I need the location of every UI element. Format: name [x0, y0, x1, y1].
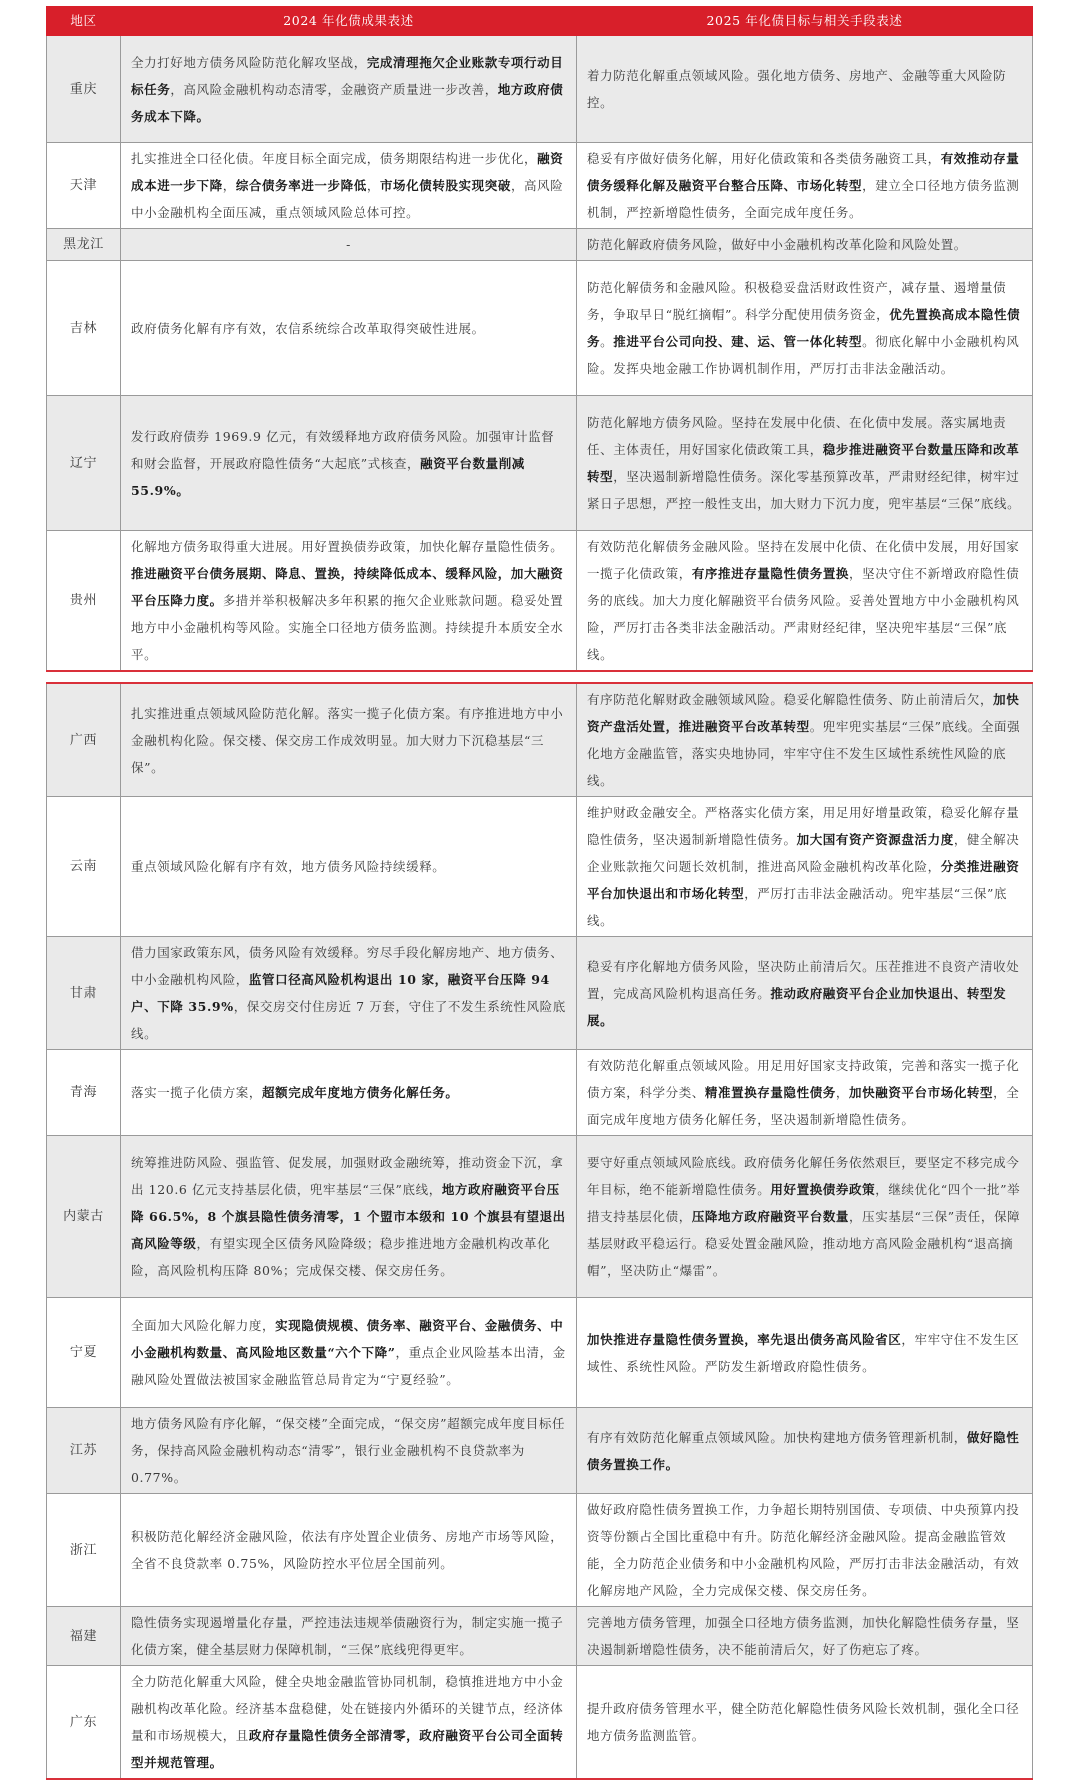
table-row	[47, 531, 1033, 672]
policy-table-part2	[46, 682, 1033, 1780]
text-segment: 借力国家政策东风，债务风险有效缓释。穷尽手段化解房地产、地方债务、中小金融机构风险，	[131, 945, 564, 987]
text-segment: ，	[835, 1085, 850, 1100]
text-segment: 要守好重点领域风险底线。政府债务化解任务依然艰巨，要坚定不移完成今年目标，绝不能新增隐性债务。	[587, 1155, 1020, 1197]
target-2025-cell	[577, 1136, 1033, 1298]
region-cell: 内蒙古	[47, 1136, 121, 1298]
achievement-2024-cell	[121, 1050, 577, 1136]
text-segment: 发行政府债券 1969.9 亿元，有效缓释地方政府债务风险。加强审计监督和财会监督，开展政府隐性债务“大起底”式核查，	[131, 428, 555, 471]
target-2025-cell	[577, 937, 1033, 1050]
text-segment: ，建立全口径地方债务监测机制，严控新增隐性债务，全面完成年度任务。	[587, 178, 1020, 220]
target-2025-cell	[577, 1607, 1033, 1666]
text-segment: ，牢牢守住不发生区域性、系统性风险。严防发生新增政府隐性债务。	[587, 1331, 1020, 1374]
bold-text-segment: 加快推进存量隐性债务置换，率先退出债务高风险省区	[587, 1331, 902, 1347]
region-cell: 福建	[47, 1607, 121, 1666]
bold-text-segment: 政府存量隐性债务全部清零，政府融资平台公司全面转型并规范管理。	[131, 1728, 564, 1770]
table-row	[47, 36, 1033, 143]
bold-text-segment: 地方政府融资平台压降 66.5%，8 个旗县隐性债务清零，1 个盟市本级和 10 个旗县有望退出高风险等级	[131, 1182, 566, 1251]
text-segment: ，严厉打击非法金融活动。兜牢基层“三保”底线。	[587, 886, 1008, 928]
text-segment: 全力防范化解重大风险，健全央地金融监管协同机制，稳慎推进地方中小金融机构改革化险。经济基本盘稳健，处在链接内外循环的关键节点，经济体量和市场规模大，且	[131, 1674, 564, 1743]
text-segment: ，压实基层“三保”责任，保障基层财政平稳运行。稳妥处置金融风险，推动地方高风险金融机构“退高摘帽”，坚决防止“爆雷”。	[587, 1209, 1021, 1278]
table-row	[47, 1136, 1033, 1298]
text-segment: 全面加大风险化解力度，	[131, 1318, 276, 1333]
achievement-2024-cell	[121, 143, 577, 229]
bold-text-segment: 地方政府债务成本下降。	[131, 81, 564, 124]
bold-text-segment: 综合债务率进一步降低	[235, 178, 367, 193]
header-2024: 2024 年化债成果表述	[121, 7, 577, 36]
target-2025-cell	[577, 229, 1033, 261]
target-2025-cell	[577, 396, 1033, 531]
bold-text-segment: 做好隐性债务置换工作。	[587, 1429, 1020, 1472]
bold-text-segment: 融资平台数量削减 55.9%。	[131, 455, 525, 498]
text-segment: 落实一揽子化债方案，	[131, 1085, 263, 1100]
region-cell: 广东	[47, 1666, 121, 1780]
text-segment: 完善地方债务管理，加强全口径地方债务监测，加快化解隐性债务存量，坚决遏制新增隐性债务，决不能前清后欠，好了伤疤忘了疼。	[587, 1615, 1020, 1657]
text-segment: ，继续优化“四个一批”举措支持基层化债，	[587, 1182, 1021, 1224]
text-segment: 着力防范化解重点领域风险。强化地方债务、房地产、金融等重大风险防控。	[587, 68, 1007, 110]
text-segment: 多措并举积极解决多年积累的拖欠企业账款问题。稳妥处置地方中小金融机构等风险。实施全口径地方债务监测。持续提升本质安全水平。	[131, 593, 564, 662]
achievement-2024-cell	[121, 261, 577, 396]
table-row	[47, 1607, 1033, 1666]
text-segment: ，	[222, 178, 236, 193]
bold-text-segment: 超额完成年度地方债务化解任务。	[262, 1085, 459, 1100]
table-row	[47, 396, 1033, 531]
header-region: 地区	[47, 7, 121, 36]
achievement-2024-cell	[121, 1607, 577, 1666]
text-segment: ，健全解决企业账款拖欠问题长效机制，推进高风险金融机构改革化险，	[587, 832, 1020, 874]
achievement-2024-cell	[121, 396, 577, 531]
bold-text-segment: 监管口径高风险机构退出 10 家，融资平台压降 94 户、下降 35.9%	[131, 972, 550, 1014]
text-segment: ，高风险中小金融机构全面压减，重点领域风险总体可控。	[131, 178, 564, 220]
target-2025-cell	[577, 1666, 1033, 1780]
text-segment: 提升政府债务管理水平，健全防范化解隐性债务风险长效机制，强化全口径地方债务监测监管。	[587, 1701, 1020, 1743]
text-segment: 化解地方债务取得重大进展。用好置换债券政策，加快化解存量隐性债务。	[131, 539, 564, 554]
text-segment: ，全面完成年度地方债务化解任务，坚决遏制新增隐性债务。	[587, 1085, 1020, 1127]
text-segment: 隐性债务实现遏增量化存量，严控违法违规举债融资行为，制定实施一揽子化债方案，健全基层财力保障机制，“三保”底线兜得更牢。	[131, 1615, 564, 1657]
table-header-row	[47, 7, 1033, 36]
bold-text-segment: 分类推进融资平台加快退出和市场化转型	[587, 859, 1020, 901]
table-row	[47, 1050, 1033, 1136]
table-row	[47, 1298, 1033, 1408]
table-row	[47, 261, 1033, 396]
text-segment: ，	[366, 178, 380, 193]
table-row	[47, 1666, 1033, 1780]
region-cell: 云南	[47, 797, 121, 937]
bold-text-segment: 市场化债转股实现突破	[379, 178, 511, 193]
target-2025-cell	[577, 1050, 1033, 1136]
text-segment: 。彻底化解中小金融机构风险。发挥央地金融工作协调机制作用，严厉打击非法金融活动。	[587, 334, 1020, 376]
achievement-2024-cell	[121, 1408, 577, 1494]
text-segment: 地方债务风险有序化解，“保交楼”全面完成，“保交房”超额完成年度目标任务，保持高风险金融机构动态“清零”，银行业金融机构不良贷款率为 0.77%。	[131, 1416, 566, 1485]
text-segment: 统筹推进防风险、强监管、促发展，加强财政金融统筹，推动资金下沉，拿出 120.6 亿元支持基层化债，兜牢基层“三保”底线，	[131, 1155, 564, 1197]
text-segment: 防范化解地方债务风险。坚持在发展中化债、在化债中发展。落实属地责任、主体责任，用好国家化债政策工具，	[587, 415, 1007, 457]
text-segment: 全力打好地方债务风险防范化解攻坚战，	[131, 54, 367, 70]
achievement-2024-cell	[121, 937, 577, 1050]
target-2025-cell	[577, 1408, 1033, 1494]
text-segment: 积极防范化解经济金融风险，依法有序处置企业债务、房地产市场等风险，全省不良贷款率 0.75%，风险防控水平位居全国前列。	[131, 1529, 564, 1571]
text-segment: 。	[600, 334, 614, 349]
text-segment: 稳妥有序化解地方债务风险，坚决防止前清后欠。压茬推进不良资产清收处置，完成高风险机构退高任务。	[587, 958, 1020, 1001]
bold-text-segment: 用好置换债券政策	[770, 1182, 876, 1197]
table-row	[47, 1494, 1033, 1607]
bold-text-segment: 融资成本进一步下降	[131, 151, 564, 193]
region-cell: 青海	[47, 1050, 121, 1136]
text-segment: 防范化解政府债务风险，做好中小金融机构改革化险和风险处置。	[587, 237, 967, 252]
bold-text-segment: 推进融资平台债务展期、降息、置换，持续降低成本、缓释风险，加大融资平台压降力度。	[131, 566, 564, 608]
region-cell: 宁夏	[47, 1298, 121, 1408]
region-cell: 天津	[47, 143, 121, 229]
target-2025-cell	[577, 683, 1033, 797]
text-segment: -	[346, 237, 351, 252]
target-2025-cell	[577, 797, 1033, 937]
achievement-2024-cell	[121, 1298, 577, 1408]
bold-text-segment: 优先置换高成本隐性债务	[587, 307, 1021, 349]
target-2025-cell	[577, 261, 1033, 396]
achievement-2024-cell	[121, 797, 577, 937]
bold-text-segment: 有序推进存量隐性债务置换	[691, 566, 850, 581]
region-cell: 江苏	[47, 1408, 121, 1494]
policy-table-part1	[46, 6, 1033, 672]
text-segment: 扎实推进全口径化债。年度目标全面完成，债务期限结构进一步优化，	[131, 151, 538, 166]
text-segment: 重点领域风险化解有序有效，地方债务风险持续缓释。	[131, 859, 446, 874]
text-segment: 有序防范化解财政金融领域风险。稳妥化解隐性债务、防止前清后欠，	[587, 692, 994, 707]
text-segment: 有效防范化解重点领域风险。用足用好国家支持政策，完善和落实一揽子化债方案，科学分类、	[587, 1058, 1020, 1100]
target-2025-cell	[577, 1298, 1033, 1408]
text-segment: 扎实推进重点领域风险防范化解。落实一揽子化债方案。有序推进地方中小金融机构化险。保交楼、保交房工作成效明显。加大财力下沉稳基层“三保”。	[131, 705, 564, 775]
region-cell: 浙江	[47, 1494, 121, 1607]
text-segment: 有效防范化解债务金融风险。坚持在发展中化债、在化债中发展，用好国家一揽子化债政策，	[587, 539, 1020, 581]
text-segment: ，高风险金融机构动态清零，金融资产质量进一步改善，	[170, 81, 498, 97]
text-segment: ，保交房交付住房近 7 万套，守住了不发生系统性风险底线。	[131, 999, 566, 1041]
region-cell: 贵州	[47, 531, 121, 672]
achievement-2024-cell	[121, 1494, 577, 1607]
table-row	[47, 937, 1033, 1050]
bold-text-segment: 压降地方政府融资平台数量	[691, 1209, 850, 1224]
table-row	[47, 1408, 1033, 1494]
text-segment: ，有望实现全区债务风险降级；稳步推进地方金融机构改革化险，高风险机构压降 80%；完成保交楼、保交房任务。	[131, 1236, 551, 1278]
achievement-2024-cell	[121, 36, 577, 143]
table-row	[47, 797, 1033, 937]
bold-text-segment: 有效推动存量债务缓释化解及融资平台整合压降、市场化转型	[587, 151, 1020, 193]
achievement-2024-cell	[121, 1136, 577, 1298]
achievement-2024-cell	[121, 683, 577, 797]
text-segment: ，坚决守住不新增政府隐性债务的底线。加大力度化解融资平台债务风险。妥善处置地方中小金融机构风险，严厉打击各类非法金融活动。严肃财经纪律，坚决兜牢基层“三保”底线。	[587, 566, 1020, 662]
bold-text-segment: 加快融资平台市场化转型	[849, 1085, 994, 1100]
bold-text-segment: 推动政府融资平台企业加快退出、转型发展。	[587, 985, 1007, 1028]
bold-text-segment: 完成清理拖欠企业账款专项行动目标任务	[131, 54, 564, 97]
target-2025-cell	[577, 36, 1033, 143]
text-segment: ，坚决遏制新增隐性债务。深化零基预算改革，严肃财经纪律，树牢过紧日子思想，严控一般性支出，加大财力下沉力度，兜牢基层“三保”底线。	[587, 469, 1021, 511]
bold-text-segment: 加快资产盘活处置，推进融资平台改革转型	[587, 692, 1020, 734]
text-segment: 。兜牢兜实基层“三保”底线。全面强化地方金融监管，落实央地协同，牢牢守住不发生区域性系统性风险的底线。	[587, 719, 1021, 788]
region-cell: 辽宁	[47, 396, 121, 531]
region-cell: 吉林	[47, 261, 121, 396]
table-row	[47, 229, 1033, 261]
text-segment: 政府债务化解有序有效，农信系统综合改革取得突破性进展。	[131, 320, 485, 336]
achievement-2024-cell	[121, 531, 577, 672]
achievement-2024-cell	[121, 1666, 577, 1780]
region-cell: 广西	[47, 683, 121, 797]
table-row	[47, 143, 1033, 229]
table-row	[47, 683, 1033, 797]
target-2025-cell	[577, 143, 1033, 229]
target-2025-cell	[577, 1494, 1033, 1607]
bold-text-segment: 实现隐债规模、债务率、融资平台、金融债务、中小金融机构数量、高风险地区数量“六个下降”	[131, 1318, 564, 1360]
region-cell: 重庆	[47, 36, 121, 143]
bold-text-segment: 精准置换存量隐性债务	[704, 1085, 836, 1100]
region-cell: 黑龙江	[47, 229, 121, 261]
text-segment: 防范化解债务和金融风险。积极稳妥盘活财政性资产，减存量、遏增量债务，争取早日“脱红摘帽”。科学分配使用债务资金，	[587, 280, 1007, 322]
target-2025-cell	[577, 531, 1033, 672]
bold-text-segment: 稳步推进融资平台数量压降和改革转型	[587, 442, 1020, 484]
achievement-2024-cell	[121, 229, 577, 261]
header-2025: 2025 年化债目标与相关手段表述	[577, 7, 1033, 36]
text-segment: 维护财政金融安全。严格落实化债方案，用足用好增量政策，稳妥化解存量隐性债务，坚决遏制新增隐性债务。	[587, 805, 1020, 847]
region-cell: 甘肃	[47, 937, 121, 1050]
text-segment: 有序有效防范化解重点领域风险。加快构建地方债务管理新机制，	[587, 1429, 967, 1445]
bold-text-segment: 加大国有资产资源盘活力度	[796, 832, 954, 847]
text-segment: ，重点企业风险基本出清，金融风险处置做法被国家金融监管总局肯定为“宁夏经验”。	[131, 1345, 566, 1387]
text-segment: 做好政府隐性债务置换工作，力争超长期特别国债、专项债、中央预算内投资等份额占全国比重稳中有升。防范化解经济金融风险。提高金融监管效能，全力防范企业债务和中小金融机构风险，严厉打击非法金融活动，有效化解房地产风险，全力完成保交楼、保交房任务。	[587, 1502, 1020, 1598]
bold-text-segment: 推进平台公司向投、建、运、管一体化转型	[613, 334, 863, 349]
text-segment: 稳妥有序做好债务化解，用好化债政策和各类债务融资工具，	[587, 151, 941, 166]
